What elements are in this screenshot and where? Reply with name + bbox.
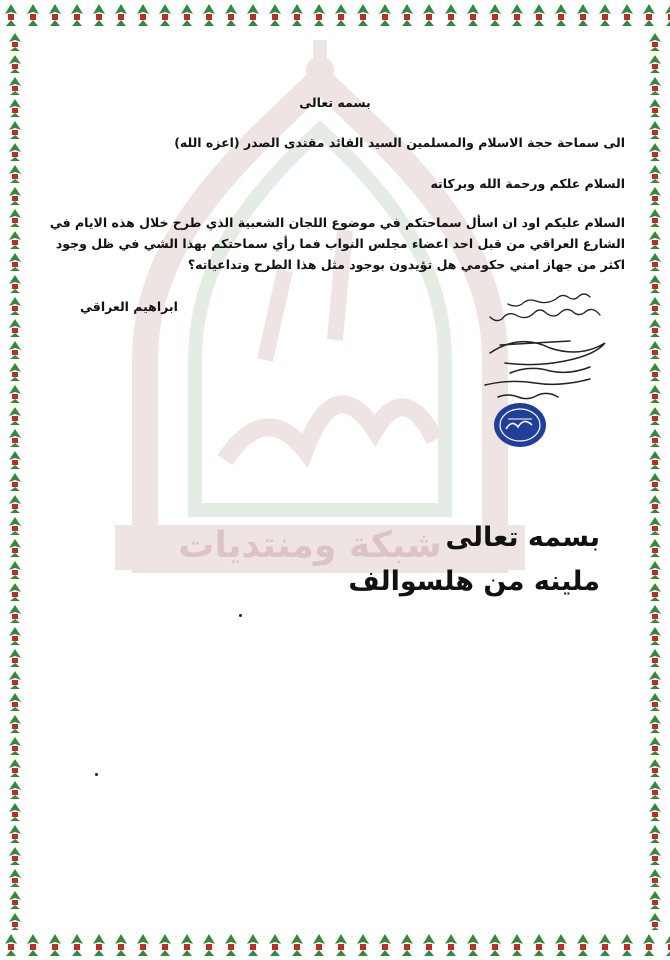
letter-heading: بسمه تعالى <box>299 95 371 110</box>
speck <box>95 773 98 776</box>
border-ornament-left <box>0 30 30 930</box>
answer-text: ملينه من هلسوالف <box>348 566 600 597</box>
letter-sender: ابراهيم العراقي <box>80 299 178 314</box>
speck <box>239 614 242 617</box>
decorative-border-right <box>640 30 670 930</box>
letter-greeting: السلام علكم ورحمة الله وبركاته <box>430 176 625 191</box>
answer-heading: بسمه تعالى <box>445 522 600 553</box>
decorative-border-top <box>0 0 670 30</box>
letter-body-line: السلام عليكم اود ان اسأل سماحتكم في موضوع اللجان الشعبية الذي طرح خلال هذه الايام في <box>49 215 625 230</box>
watermark-banner-text: شبكة ومنتديات <box>178 525 442 566</box>
letter-body-line: اكثر من جهاز امني حكومي هل تؤيدون بوجود مثل هذا الطرح وتداعياته؟ <box>187 257 625 272</box>
border-ornament-right <box>640 30 670 930</box>
border-ornament-top <box>0 0 670 30</box>
letter-body-line: الشارع العراقي من قبل احد اعضاء مجلس النواب فما رأي سماحتكم بهذا الشي في ظل وجود <box>55 236 625 251</box>
letter-address: الى سماحة حجة الاسلام والمسلمين السيد القائد مقتدى الصدر (اعزه الله) <box>174 135 625 150</box>
signature-scribble <box>485 341 605 399</box>
decorative-border-bottom <box>0 930 670 960</box>
decorative-border-left <box>0 30 30 930</box>
handwritten-reply-signature <box>480 285 610 455</box>
border-ornament-bottom <box>0 930 670 960</box>
official-stamp <box>494 403 546 447</box>
handwritten-reply-scribble <box>490 294 600 321</box>
